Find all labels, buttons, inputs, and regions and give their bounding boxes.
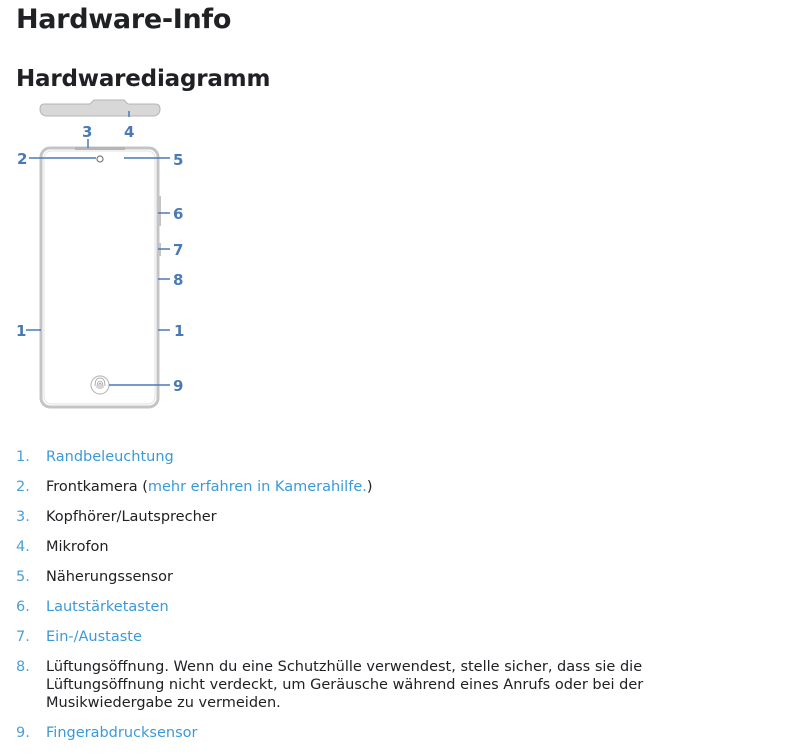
callout-7: 7 xyxy=(173,241,184,259)
fingerprint-sensor-link[interactable]: Fingerabdrucksensor xyxy=(46,725,198,741)
callout-3: 3 xyxy=(82,123,93,141)
callout-4: 4 xyxy=(124,123,135,141)
section-title: Hardwarediagramm xyxy=(16,66,271,92)
callout-2: 2 xyxy=(17,150,28,168)
volume-keys-link[interactable]: Lautstärketasten xyxy=(46,599,169,615)
camera-help-link[interactable]: mehr erfahren in Kamerahilfe. xyxy=(147,479,367,495)
hardware-diagram xyxy=(0,92,220,422)
list-item: 8. Lüftungsöffnung. Wenn du eine Schutzhülle verwendest, stelle sicher, dass sie die Lüftungsöffnung nicht verdeckt, um Geräusche während eines Anrufs oder bei der Musikwiedergabe zu vermeiden. xyxy=(16,659,644,711)
power-key-link[interactable]: Ein-/Austaste xyxy=(46,629,142,645)
list-item: 3. Kopfhörer/Lautsprecher xyxy=(16,509,217,525)
edge-lighting-link[interactable]: Randbeleuchtung xyxy=(46,449,174,465)
callout-1-right: 1 xyxy=(174,322,185,340)
list-item: 2. Frontkamera (mehr erfahren in Kamerahilfe.) xyxy=(16,479,373,495)
phone-front-view xyxy=(41,147,161,407)
list-item: 1. Randbeleuchtung xyxy=(16,449,174,465)
page-title: Hardware-Info xyxy=(16,4,232,35)
callout-5: 5 xyxy=(173,151,184,169)
callout-9: 9 xyxy=(173,377,184,395)
earpiece xyxy=(75,147,125,150)
list-item: 5. Näherungssensor xyxy=(16,569,173,585)
callout-8: 8 xyxy=(173,271,184,289)
list-item: 4. Mikrofon xyxy=(16,539,109,555)
list-item: 9. Fingerabdrucksensor xyxy=(16,725,198,741)
phone-top-view xyxy=(40,100,160,116)
list-item: 6. Lautstärketasten xyxy=(16,599,169,615)
callout-6: 6 xyxy=(173,205,184,223)
callout-1-left: 1 xyxy=(16,322,27,340)
volume-keys xyxy=(158,196,161,226)
hardware-list xyxy=(0,448,797,754)
list-item: 7. Ein-/Austaste xyxy=(16,629,142,645)
